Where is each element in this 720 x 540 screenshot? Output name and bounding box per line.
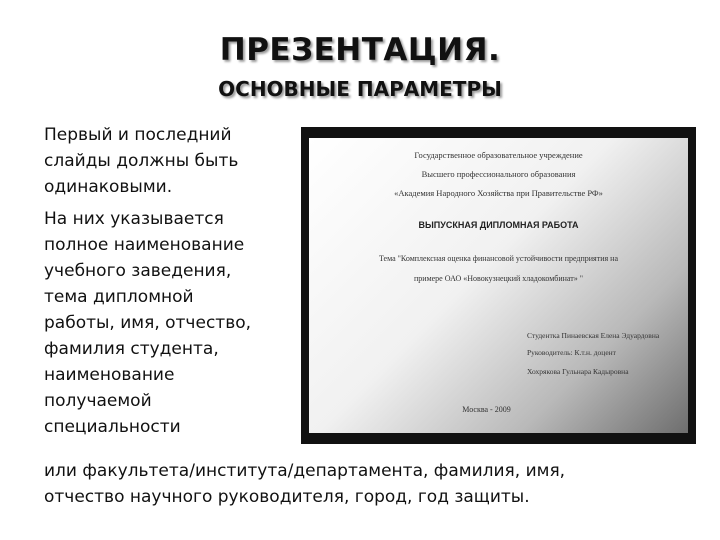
page-subtitle: ОСНОВНЫЕ ПАРАМЕТРЫ — [218, 77, 502, 101]
text-line: наименование — [44, 365, 175, 385]
text-line: тема дипломной — [44, 287, 194, 307]
title-slide-example-image — [301, 127, 696, 444]
header — [0, 30, 720, 102]
text-line: Первый и последний — [44, 125, 232, 145]
page-title: ПРЕЗЕНТАЦИЯ. — [219, 32, 501, 68]
thesis-topic-line-1: Тема "Комплексная оценка финансовой устойчивости предприятия на — [378, 254, 619, 263]
text-line: или факультета/института/департамента, фамилия, имя, — [44, 461, 566, 481]
text-line: специальности — [44, 417, 181, 437]
body-text — [44, 122, 296, 446]
supervisor-name-line: Хохрякова Гульнара Кадыровна — [527, 367, 629, 376]
title-slide-content — [309, 138, 688, 433]
paragraph-1 — [44, 122, 296, 200]
student-line: Студентка Пинаевская Елена Эдуардовна — [527, 331, 660, 340]
institution-line-2: Высшего профессионального образования — [421, 169, 576, 179]
city-year: Москва - 2009 — [462, 405, 511, 414]
text-line: отчество научного руководителя, город, год защиты. — [44, 487, 530, 507]
text-line: работы, имя, отчество, — [44, 313, 252, 333]
institution-line-3: «Академия Народного Хозяйства при Правительстве РФ» — [394, 188, 603, 198]
supervisor-line: Руководитель: К.т.н. доцент — [527, 348, 616, 357]
text-line: получаемой — [44, 391, 152, 411]
text-line: одинаковыми. — [44, 177, 173, 197]
paragraph-2 — [44, 206, 296, 440]
text-line: учебного заведения, — [44, 261, 232, 281]
text-line: полное наименование — [44, 235, 245, 255]
thesis-topic-line-2: примере ОАО «Новокузнецкий хладокомбинат» " — [414, 274, 583, 283]
text-line: слайды должны быть — [44, 151, 239, 171]
text-line: На них указывается — [44, 209, 224, 229]
body-text-continuation — [44, 458, 684, 510]
thesis-title: ВЫПУСКНАЯ ДИПЛОМНАЯ РАБОТА — [418, 220, 579, 230]
text-line: фамилия студента, — [44, 339, 219, 359]
institution-line-1: Государственное образовательное учреждение — [414, 150, 583, 160]
